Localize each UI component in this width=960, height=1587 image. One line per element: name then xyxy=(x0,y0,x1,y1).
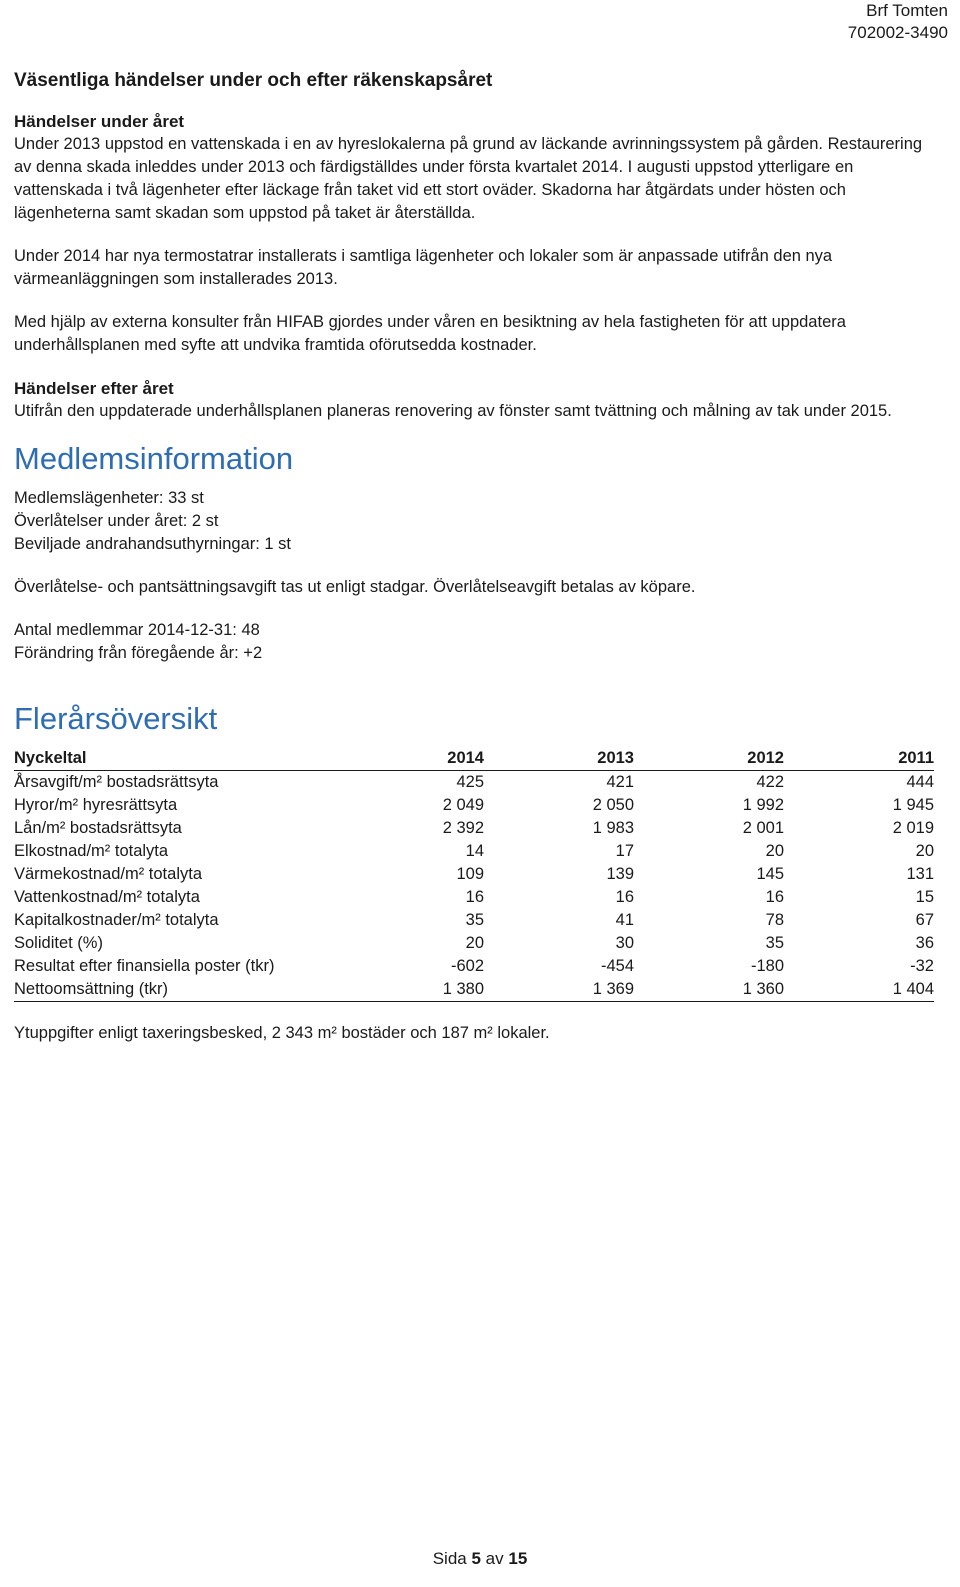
area-note: Ytuppgifter enligt taxeringsbesked, 2 343 m² bostäder och 187 m² lokaler. xyxy=(14,1024,550,1042)
table-cell: 35 xyxy=(465,911,484,929)
table-cell: 1 369 xyxy=(484,978,634,1002)
page-header xyxy=(848,0,948,44)
table-row-label: Vattenkostnad/m² totalyta xyxy=(14,888,200,906)
document-body xyxy=(14,70,934,1045)
table-cell: 36 xyxy=(915,934,934,952)
overview-section-title: Flerårsöversikt xyxy=(14,701,218,736)
table-row-label: Värmekostnad/m² totalyta xyxy=(14,865,202,883)
page-number: 5 xyxy=(471,1549,481,1568)
table-row-label: Resultat efter finansiella poster (tkr) xyxy=(14,957,275,975)
table-cell: 2 392 xyxy=(442,819,484,837)
members-fees: Överlåtelse- och pantsättningsavgift tas ut enligt stadgar. Överlåtelseavgift betalas av köpare. xyxy=(14,578,696,596)
table-cell: 444 xyxy=(906,773,934,791)
table-header-row xyxy=(14,747,934,771)
table-cell: -602 xyxy=(450,957,484,975)
table-cell: 78 xyxy=(765,911,784,929)
table-row-label: Soliditet (%) xyxy=(14,934,103,952)
table-row xyxy=(14,886,934,909)
table-cell: 17 xyxy=(615,842,634,860)
table-row-label: Kapitalkostnader/m² totalyta xyxy=(14,911,219,929)
table-cell: 1 945 xyxy=(892,796,934,814)
table-cell: 1 380 xyxy=(334,978,484,1002)
table-header-cell: Nyckeltal xyxy=(14,747,334,771)
table-cell: 425 xyxy=(456,773,484,791)
overview-table xyxy=(14,747,934,1002)
during-year-paragraph-2: Under 2014 har nya termostatrar installerats i samtliga lägenheter och lokaler som är anpassade utifrån den nya värmeanläggningen som installerades 2013. xyxy=(14,247,833,288)
table-row xyxy=(14,863,934,886)
table-row xyxy=(14,771,934,795)
table-cell: 16 xyxy=(765,888,784,906)
table-cell: 421 xyxy=(606,773,634,791)
table-cell: 139 xyxy=(606,865,634,883)
table-header-cell: 2014 xyxy=(334,747,484,771)
table-cell: 67 xyxy=(915,911,934,929)
table-row xyxy=(14,840,934,863)
table-cell: 2 049 xyxy=(442,796,484,814)
during-year-paragraph-3: Med hjälp av externa konsulter från HIFAB gjordes under våren en besiktning av hela fastigheten för att uppdatera underhållsplanen med syfte att undvika framtida oförutsedda kostnader. xyxy=(14,313,846,354)
table-cell: 1 360 xyxy=(634,978,784,1002)
members-apartments: Medlemslägenheter: 33 st xyxy=(14,489,204,507)
table-row xyxy=(14,978,934,1002)
table-cell: 41 xyxy=(615,911,634,929)
during-year-paragraph-1: Under 2013 uppstod en vattenskada i en av hyreslokalerna på grund av läckande avrinningssystem på gården. Restaurering av denna skada inleddes under 2013 och färdigställdes under första kvartalet 2014. I augusti uppstod ytterligare en vattenskada i två lägenheter efter läckage från taket vid ett stort oväder. Skadorna har åtgärdats under hösten och lägenheterna samt skadan som uppstod på taket är återställda. xyxy=(14,135,923,222)
page-total: 15 xyxy=(508,1549,528,1568)
after-year-heading: Händelser efter året xyxy=(14,379,174,398)
table-row xyxy=(14,932,934,955)
page-of-label: av xyxy=(485,1549,504,1568)
table-cell: 2 019 xyxy=(892,819,934,837)
table-cell: 30 xyxy=(615,934,634,952)
table-row xyxy=(14,955,934,978)
table-cell: 1 404 xyxy=(784,978,934,1002)
table-cell: 14 xyxy=(465,842,484,860)
table-row-label: Årsavgift/m² bostadsrättsyta xyxy=(14,773,219,791)
table-cell: 2 001 xyxy=(742,819,784,837)
table-cell: 109 xyxy=(456,865,484,883)
after-year-paragraph: Utifrån den uppdaterade underhållsplanen planeras renovering av fönster samt tvättning och målning av tak under 2015. xyxy=(14,402,892,420)
table-cell: 16 xyxy=(465,888,484,906)
events-heading: Väsentliga händelser under och efter räkenskapsåret xyxy=(14,70,493,91)
table-cell: 1 992 xyxy=(742,796,784,814)
table-header-cell: 2013 xyxy=(484,747,634,771)
table-row xyxy=(14,817,934,840)
table-cell: 20 xyxy=(765,842,784,860)
table-row xyxy=(14,909,934,932)
table-cell: 422 xyxy=(756,773,784,791)
during-year-heading: Händelser under året xyxy=(14,112,185,131)
table-cell: 2 050 xyxy=(592,796,634,814)
page-label: Sida xyxy=(432,1549,467,1568)
page-footer xyxy=(0,1549,960,1569)
org-number: 702002-3490 xyxy=(847,23,948,42)
table-cell: 16 xyxy=(615,888,634,906)
table-header-cell: 2011 xyxy=(784,747,934,771)
table-cell: 20 xyxy=(915,842,934,860)
members-change: Förändring från föregående år: +2 xyxy=(14,644,263,662)
table-cell: 145 xyxy=(756,865,784,883)
table-cell: 1 983 xyxy=(592,819,634,837)
table-cell: -180 xyxy=(750,957,784,975)
table-cell: 131 xyxy=(906,865,934,883)
members-section-title: Medlemsinformation xyxy=(14,441,294,476)
members-count: Antal medlemmar 2014-12-31: 48 xyxy=(14,621,260,639)
table-row-label: Hyror/m² hyresrättsyta xyxy=(14,796,178,814)
table-cell: 15 xyxy=(915,888,934,906)
table-cell: 35 xyxy=(765,934,784,952)
table-row-label: Nettoomsättning (tkr) xyxy=(14,978,334,1002)
members-sublets: Beviljade andrahandsuthyrningar: 1 st xyxy=(14,535,292,553)
table-cell: -454 xyxy=(600,957,634,975)
members-transfers: Överlåtelser under året: 2 st xyxy=(14,512,219,530)
table-header-cell: 2012 xyxy=(634,747,784,771)
table-cell: -32 xyxy=(910,957,934,975)
table-cell: 20 xyxy=(465,934,484,952)
table-row xyxy=(14,794,934,817)
table-row-label: Elkostnad/m² totalyta xyxy=(14,842,169,860)
org-name: Brf Tomten xyxy=(866,1,948,20)
table-row-label: Lån/m² bostadsrättsyta xyxy=(14,819,182,837)
